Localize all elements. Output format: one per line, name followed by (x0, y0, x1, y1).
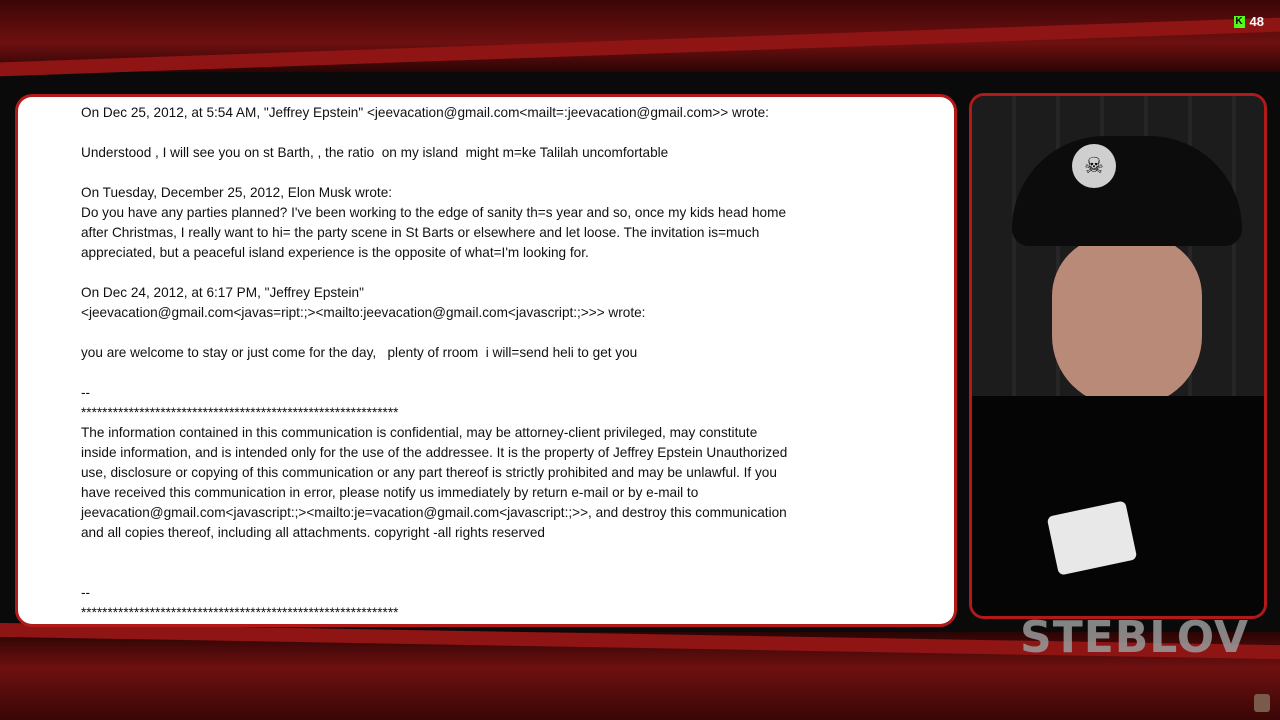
brand-watermark: STEBLOV (1020, 612, 1250, 663)
email-line: The information contained in this communication is confidential, may be attorney-client privileged, may constitute (81, 425, 758, 440)
viewer-count-badge (1234, 14, 1264, 29)
avatar (1254, 694, 1270, 712)
cap-logo-icon: ☠ (1072, 144, 1116, 188)
email-line: On Tuesday, December 25, 2012, Elon Musk wrote: (81, 185, 393, 200)
email-document-text (81, 103, 941, 623)
email-line: -- (81, 385, 91, 400)
email-line: -- (81, 585, 91, 600)
streamer-face (1052, 236, 1202, 406)
blank-line (81, 363, 941, 383)
email-line: On Dec 24, 2012, at 6:17 PM, "Jeffrey Epstein" (81, 285, 364, 300)
email-line: after Christmas, I really want to hi= the party scene in St Barts or elsewhere and let loose. The invitation is=much (81, 225, 760, 240)
blank-line (81, 323, 941, 343)
email-line: inside information, and is intended only for the use of the addressee. It is the property of Jeffrey Epstein Unauthorized (81, 445, 788, 460)
email-line: Do you have any parties planned? I've been working to the edge of sanity th=s year and so, once my kids head home (81, 205, 787, 220)
blank-line (81, 563, 941, 583)
email-line: use, disclosure or copying of this communication or any part thereof is strictly prohibited and may be unlawful. If you (81, 465, 777, 480)
email-line: and all copies thereof, including all attachments. copyright -all rights reserved (81, 525, 545, 540)
email-line: appreciated, but a peaceful island experience is the opposite of what=I'm looking for. (81, 245, 589, 260)
blank-line (81, 163, 941, 183)
email-line: you are welcome to stay or just come for the day, plenty of rroom i will=send heli to get you (81, 345, 638, 360)
blank-line (81, 543, 941, 563)
email-line: Understood , I will see you on st Barth, , the ratio on my island might m=ke Talilah uncomfortable (81, 145, 669, 160)
webcam-panel (972, 96, 1264, 616)
email-line: ************************************************************ (81, 405, 399, 420)
email-line: On Dec 25, 2012, at 5:54 AM, "Jeffrey Epstein" <jeevacation@gmail.com<mailt=:jeevacation@gmail.com>> wrote: (81, 105, 769, 120)
email-line: jeevacation@gmail.com<javascript:;><mailto:je=vacation@gmail.com<javascript:;>>, and destroy this communication (81, 505, 787, 520)
email-line: have received this communication in error, please notify us immediately by return e-mail or by e-mail to (81, 485, 699, 500)
email-line: <jeevacation@gmail.com<javas=ript:;><mailto:jeevacation@gmail.com<javascript:;>>> wrote: (81, 305, 646, 320)
viewer-count: 48 (1249, 14, 1264, 29)
blank-line (81, 123, 941, 143)
email-document-panel (18, 97, 954, 624)
kick-icon: K (1235, 15, 1243, 27)
blank-line (81, 263, 941, 283)
email-line: ************************************************************ (81, 605, 399, 620)
